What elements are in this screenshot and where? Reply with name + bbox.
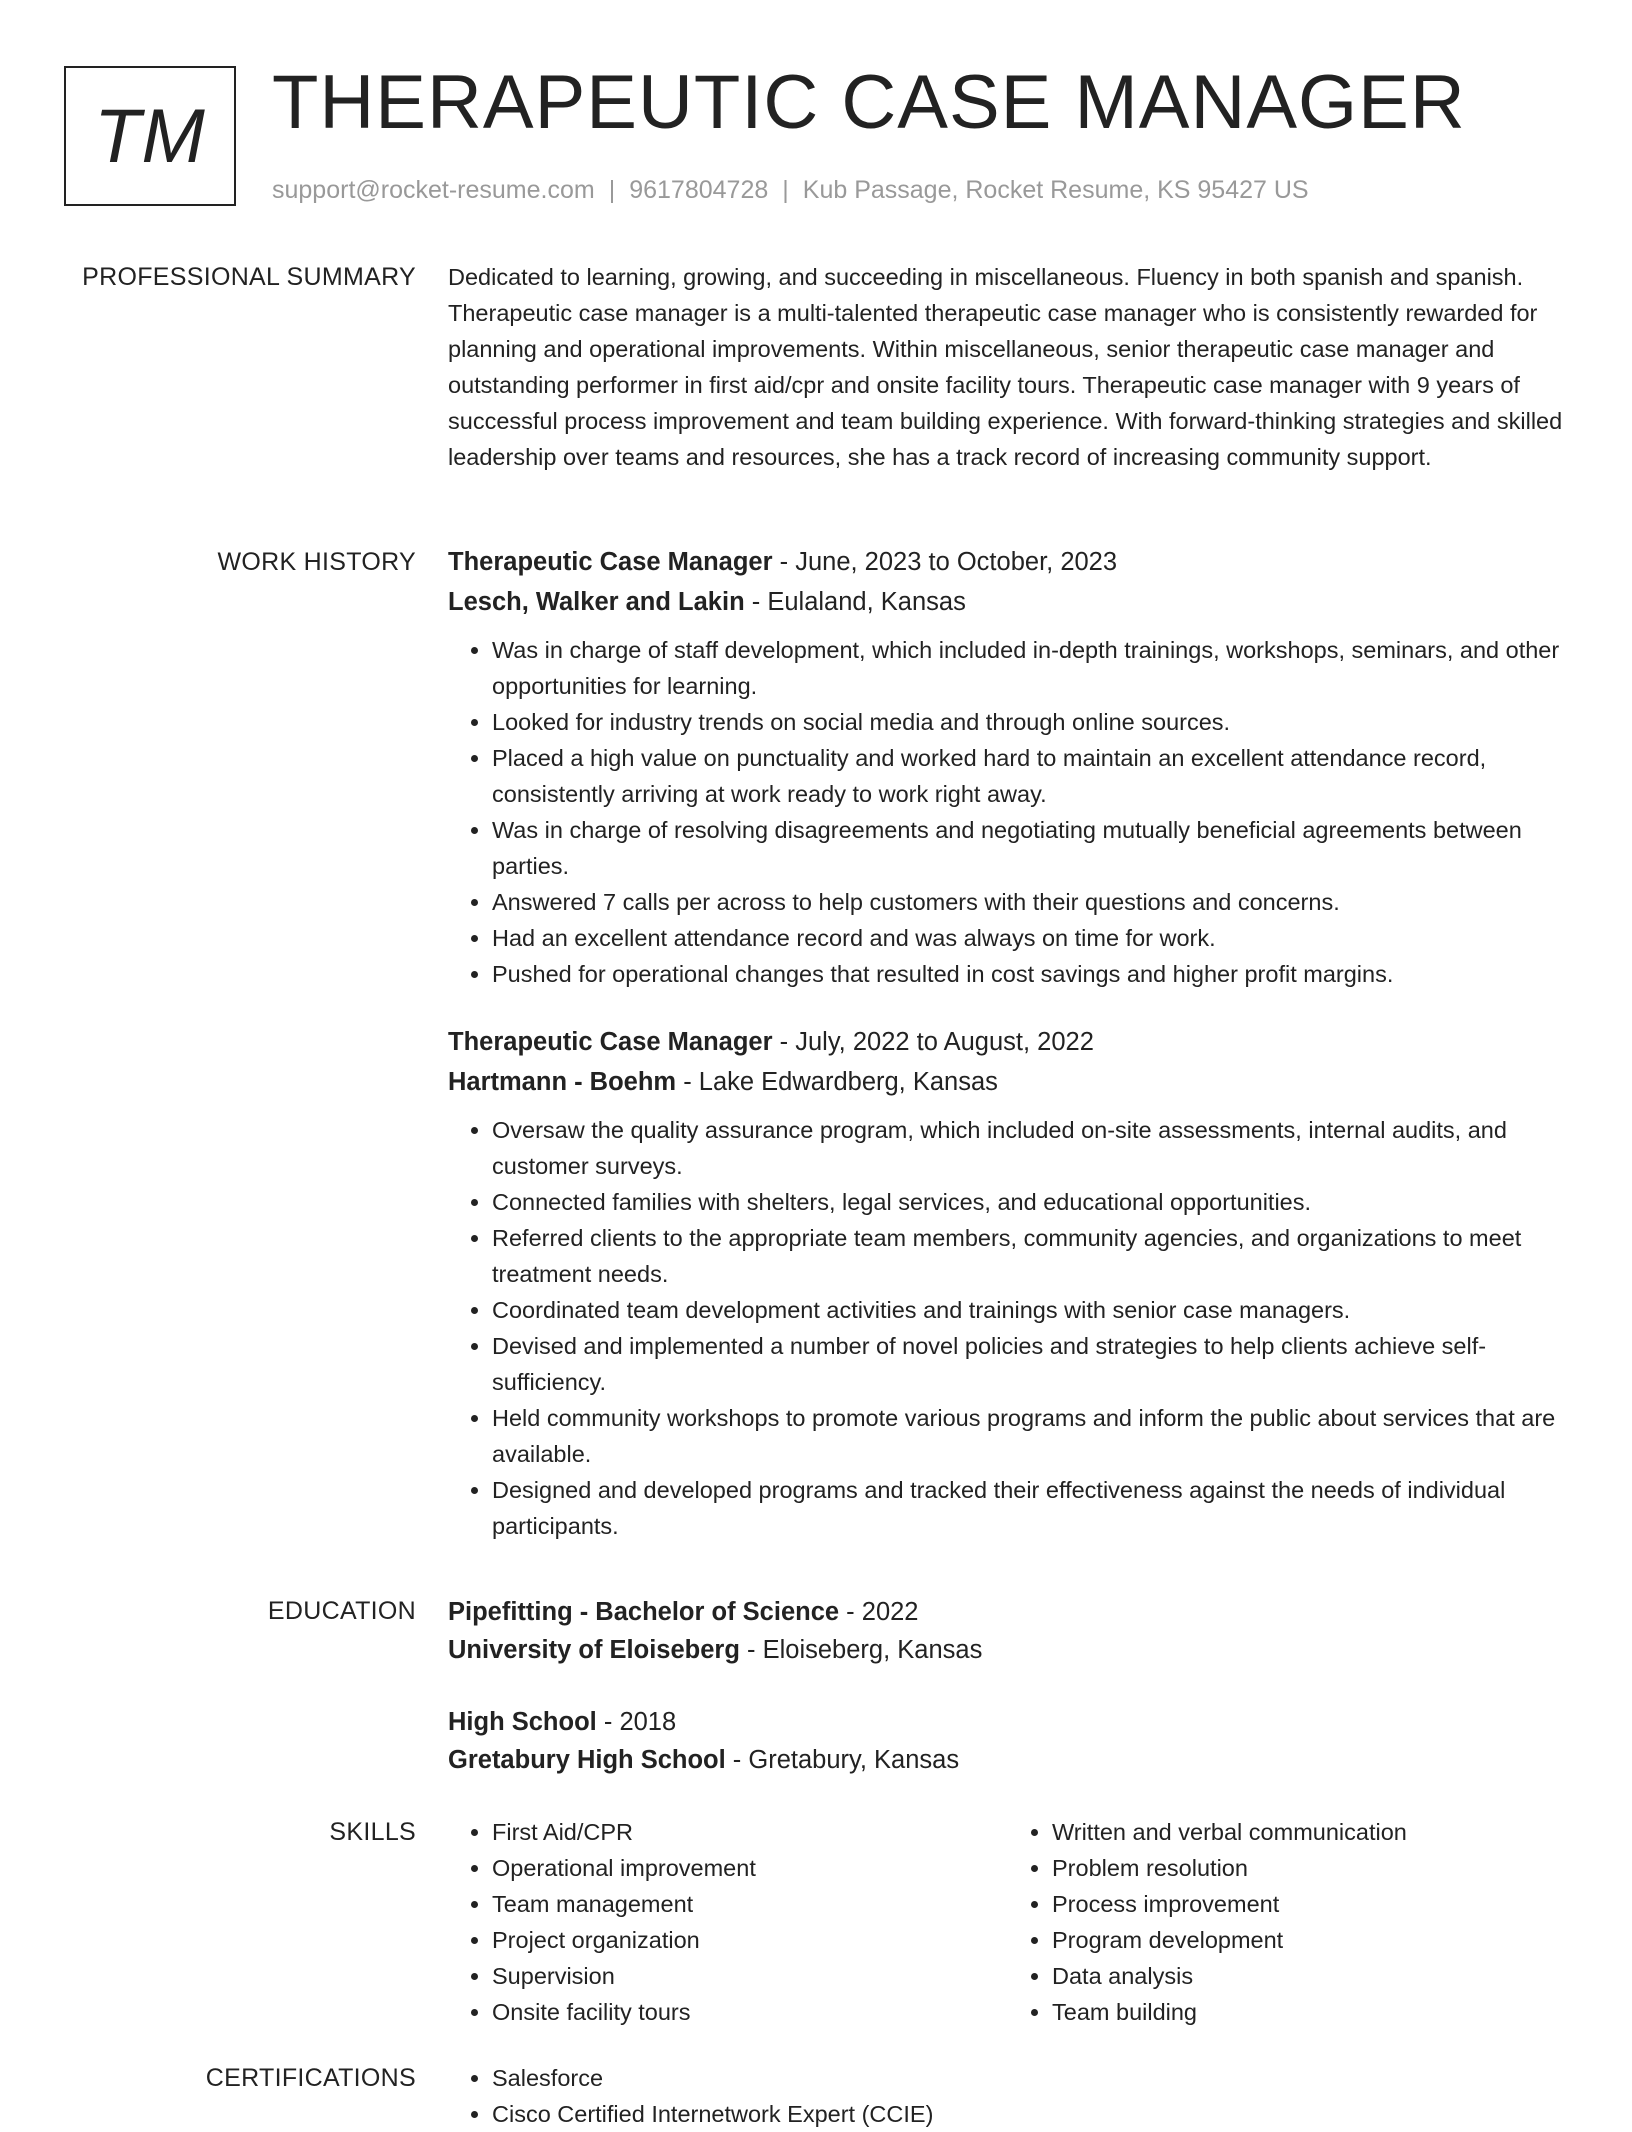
- job-dates: July, 2022 to August, 2022: [795, 1028, 1094, 1056]
- job-bullet: • Devised and implemented a number of novel policies and strategies to help clients achieve self-sufficiency.: [492, 1328, 1568, 1400]
- job-title-line: Therapeutic Case Manager - June, 2023 to October, 2023: [448, 548, 1118, 576]
- summary-heading: PROFESSIONAL SUMMARY: [82, 263, 416, 291]
- job-bullet-list: [448, 1112, 1568, 1544]
- education-heading: EDUCATION: [267, 1597, 416, 1625]
- job-bullet: • Held community workshops to promote various programs and inform the public about services that are available.: [492, 1400, 1568, 1472]
- education-degree-line: Pipefitting - Bachelor of Science - 2022: [448, 1598, 919, 1626]
- job-bullet: • Had an excellent attendance record and was always on time for work.: [492, 920, 1568, 956]
- education-school: Gretabury High School: [448, 1746, 726, 1774]
- monogram-logo: [64, 66, 236, 206]
- education-location: Gretabury, Kansas: [748, 1746, 960, 1774]
- education-entry: [448, 1593, 1568, 1669]
- education-school-line: Gretabury High School - Gretabury, Kansas: [448, 1746, 960, 1774]
- certification-item: • Cisco Certified Internetwork Expert (CCIE): [492, 2096, 1568, 2132]
- skill-item: • Problem resolution: [1052, 1850, 1568, 1886]
- contact-separator: |: [608, 176, 616, 204]
- job-bullet: • Designed and developed programs and tracked their effectiveness against the needs of individual participants.: [492, 1472, 1568, 1544]
- certifications-list: [448, 2060, 1568, 2132]
- skill-item: • Operational improvement: [492, 1850, 1008, 1886]
- education-location: Eloiseberg, Kansas: [762, 1636, 983, 1664]
- work-history-heading: WORK HISTORY: [217, 548, 416, 576]
- skill-item: • Data analysis: [1052, 1958, 1568, 1994]
- job-bullet: • Looked for industry trends on social media and through online sources.: [492, 704, 1568, 740]
- skills-list-right: [1008, 1814, 1568, 2030]
- skills-heading: SKILLS: [329, 1818, 416, 1846]
- job-location: Eulaland, Kansas: [767, 588, 966, 616]
- education-degree: Pipefitting - Bachelor of Science: [448, 1598, 840, 1626]
- job-entry: [448, 542, 1568, 992]
- summary-text: Dedicated to learning, growing, and succeeding in miscellaneous. Fluency in both spanish and spanish. Therapeutic case manager is a multi-talented therapeutic case manager who is consistently rewarded for planning and operational improvements. Within miscellaneous, senior therapeutic case manager and outstanding performer in first aid/cpr and onsite facility tours. Therapeutic case manager with 9 years of successful process improvement and team building experience. With forward-thinking strategies and skilled leadership over teams and resources, she has a track record of increasing community support.: [448, 264, 1563, 470]
- job-bullet: • Answered 7 calls per across to help customers with their questions and concerns.: [492, 884, 1568, 920]
- skill-item: • First Aid/CPR: [492, 1814, 1008, 1850]
- job-title: Therapeutic Case Manager: [448, 548, 773, 576]
- education-school-line: University of Eloiseberg - Eloiseberg, Kansas: [448, 1636, 983, 1664]
- job-bullet: • Was in charge of resolving disagreements and negotiating mutually beneficial agreements between parties.: [492, 812, 1568, 884]
- skill-item: • Team management: [492, 1886, 1008, 1922]
- contact-separator: |: [782, 176, 789, 204]
- education-year: 2018: [619, 1708, 677, 1736]
- job-company: Hartmann - Boehm: [448, 1068, 677, 1096]
- monogram-text: TM: [94, 93, 206, 179]
- contact-phone: 9617804728: [629, 176, 769, 204]
- skill-item: • Supervision: [492, 1958, 1008, 1994]
- job-bullet-list: [448, 632, 1568, 992]
- skills-list-left: [448, 1814, 1008, 2030]
- job-bullet: • Connected families with shelters, legal services, and educational opportunities.: [492, 1184, 1568, 1220]
- skill-item: • Team building: [1052, 1994, 1568, 2030]
- education-year: 2022: [861, 1598, 919, 1626]
- skill-item: • Project organization: [492, 1922, 1008, 1958]
- contact-address: Kub Passage, Rocket Resume, KS 95427 US: [802, 176, 1309, 204]
- job-entry: [448, 1022, 1568, 1544]
- job-bullet: • Oversaw the quality assurance program, which included on-site assessments, internal audits, and customer surveys.: [492, 1112, 1568, 1184]
- education-entry: [448, 1703, 1568, 1779]
- certifications-heading: CERTIFICATIONS: [205, 2064, 416, 2092]
- job-bullet: • Pushed for operational changes that resulted in cost savings and higher profit margins.: [492, 956, 1568, 992]
- job-location: Lake Edwardberg, Kansas: [698, 1068, 998, 1096]
- job-company: Lesch, Walker and Lakin: [448, 588, 745, 616]
- education-degree-line: High School - 2018: [448, 1708, 677, 1736]
- skill-item: • Program development: [1052, 1922, 1568, 1958]
- job-title-line: Therapeutic Case Manager - July, 2022 to August, 2022: [448, 1028, 1094, 1056]
- job-company-line: Lesch, Walker and Lakin - Eulaland, Kansas: [448, 588, 966, 616]
- job-bullet: • Referred clients to the appropriate team members, community agencies, and organizations to meet treatment needs.: [492, 1220, 1568, 1292]
- job-bullet: • Was in charge of staff development, which included in-depth trainings, workshops, seminars, and other opportunities for learning.: [492, 632, 1568, 704]
- education-degree: High School: [448, 1708, 597, 1736]
- skill-item: • Onsite facility tours: [492, 1994, 1008, 2030]
- certification-item: • Salesforce: [492, 2060, 1568, 2096]
- contact-email: support@rocket-resume.com: [272, 176, 595, 204]
- job-company-line: Hartmann - Boehm - Lake Edwardberg, Kansas: [448, 1068, 998, 1096]
- skill-item: • Written and verbal communication: [1052, 1814, 1568, 1850]
- resume-title: THERAPEUTIC CASE MANAGER: [272, 60, 1466, 145]
- skill-item: • Process improvement: [1052, 1886, 1568, 1922]
- job-bullet: • Placed a high value on punctuality and worked hard to maintain an excellent attendance record, consistently arriving at work ready to work right away.: [492, 740, 1568, 812]
- job-title: Therapeutic Case Manager: [448, 1028, 773, 1056]
- job-bullet: • Coordinated team development activities and trainings with senior case managers.: [492, 1292, 1568, 1328]
- education-school: University of Eloiseberg: [448, 1636, 740, 1664]
- job-dates: June, 2023 to October, 2023: [795, 548, 1118, 576]
- contact-line: [272, 172, 1309, 208]
